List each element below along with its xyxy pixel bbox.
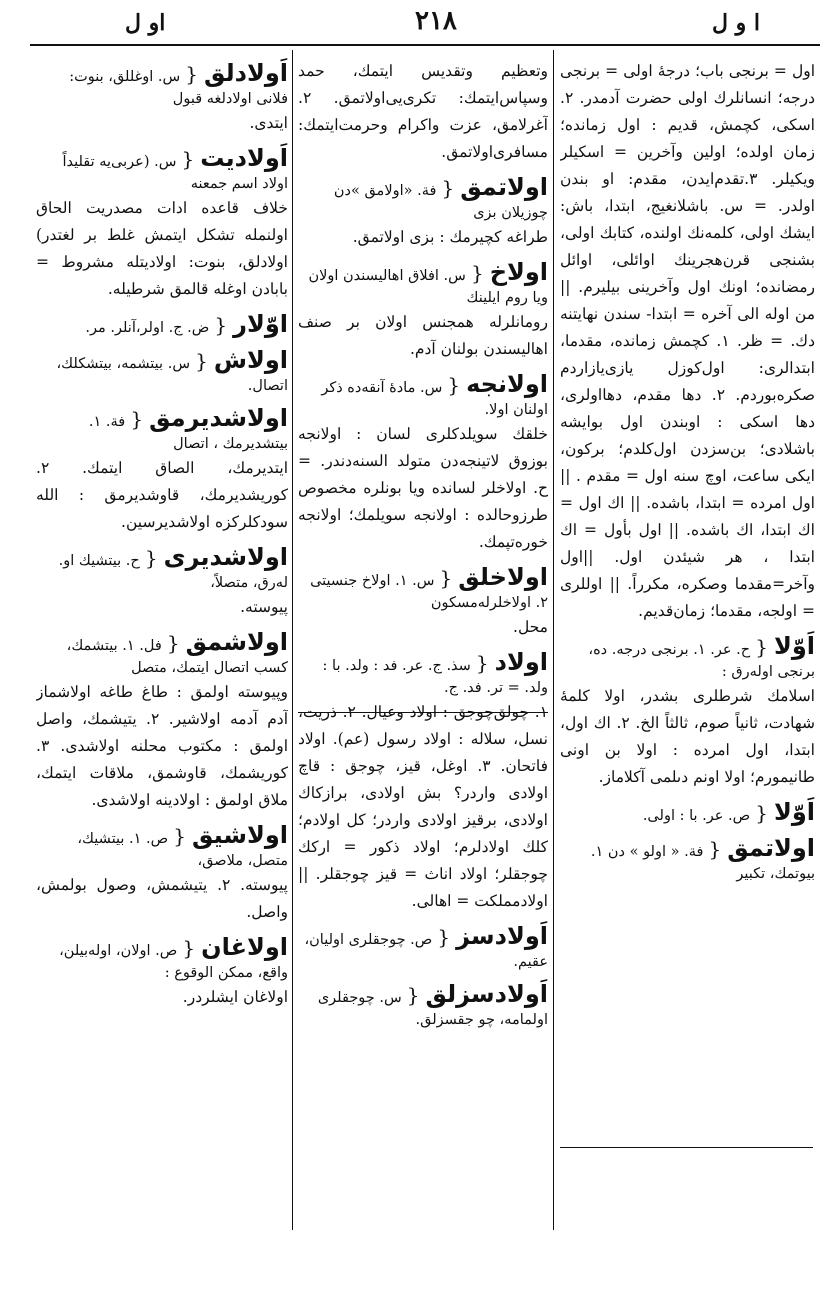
entry-label: س. چوجقلرى اولمامه، چو جقسزلق. (317, 990, 548, 1028)
brace-mark: { (144, 546, 158, 570)
entry-headword: اَوّلا (773, 632, 815, 660)
entry-label: ض. ج. اولر،آنلر. مر. (85, 320, 210, 336)
dictionary-entry (36, 932, 288, 1011)
dictionary-entry (298, 979, 548, 1031)
dictionary-entry (298, 369, 548, 556)
dictionary-entry (36, 58, 288, 137)
entry-text: وپيوسته اولمق : طاغ طاغه اولاشماز آدم آدمه اولاشير. ۲. يتيشمك، واصل اولمق : مكتوب محلنه اولاشدى. ۳. كوريشمك، قاوشمق، ملاقات ايتمك، ملاق اولمق : اولادينه اولاشدى. (36, 683, 288, 809)
entry-label: س. افلاق اهاليسندن اولان ويا روم ايلينك (308, 268, 548, 306)
dictionary-entry (36, 627, 288, 814)
brace-mark: { (755, 635, 768, 659)
brace-mark: { (441, 176, 455, 200)
column-divider (553, 50, 554, 1230)
dictionary-entry (298, 257, 548, 363)
entry-text: طراغه كچيرمك : بزى اولاتمق. (352, 228, 548, 246)
entry-label: ح. عر. ۱. برنجى درجه. ده، برنجى اولەرق : (588, 642, 815, 680)
entry-headword: اَولاديت (200, 144, 288, 172)
dictionary-entry (36, 309, 288, 339)
entry-label: فة. ۱. بيتشديرمك ، اتصال (88, 414, 288, 452)
dictionary-entry (36, 403, 288, 536)
entry-label: ح. بيتشيك او. لەرق، متصلاً، (58, 553, 288, 591)
page-header (30, 6, 820, 42)
header-right-word: ا و ل (711, 10, 760, 36)
dictionary-entry (298, 921, 548, 973)
entry-label: فل. ۱. بيتشمك، كسب اتصال ايتمك، متصل (66, 638, 288, 676)
entry-headword: اولاش (213, 346, 288, 374)
entry-label: فة. « اولو » دن ۱. بيوتمك، تكبير (590, 844, 815, 882)
dictionary-entry (298, 172, 548, 251)
entry-headword: اولانجه (466, 370, 548, 398)
entry-headword: اولاتمق (727, 834, 815, 862)
entry-headword: اولاخ (489, 258, 548, 286)
entry-text: اسلامك شرطلرى بشدر، اولا كلمهٔ شهادت، ثانياً صوم، ثالثاً الخ. ۲. اك اول، ابتدا، اول امرده : اولا بن اونى طانيمورم؛ اولا اونم دىلمى آكلاماز. (560, 687, 815, 786)
entry-headword: اولاشديرمق (149, 404, 288, 432)
brace-mark: { (182, 936, 196, 960)
brace-mark: { (130, 407, 144, 431)
dictionary-entry (560, 833, 815, 885)
entry-label: فة. «اولامق »دن چوزيلان بزى (333, 183, 548, 221)
brace-mark: { (195, 349, 208, 373)
brace-mark: { (437, 925, 451, 949)
entry-headword: اَولادسزلق (425, 980, 548, 1008)
entry-label: سذ. ج. عر. فد : ولد. با : ولد. = تر. فد. ج. (322, 658, 548, 696)
brace-mark: { (166, 631, 180, 655)
entry-text: اول = برنجى باب؛ درجهٔ اولى = برنجى درجه؛ انسانلرك اولى حضرت آدمدر. ۲. اسكى، كچمش، قديم : اول زمانده؛ زمان اولده؛ اولين وآخرين = اسكيلر ويكيلر. ۳.تقدم‌ايدن، مقدم: او بندن اولدر. = س. باشلانغيج، ابتدا، باش: ايشك اولى، كلمه‌نك اولنده، كتابك اولى، بشنجى قرن‌هجرينك اوائلى، اوائل رمضانده؛ اونك اول وآخرينى بيليرم. || من اوله الى آخره = ابتدا- سندن نهايتنه دك. = ظر. ۱. كچمش زمانده، مقدما، ابتدالرى: اول‌كوزل يازى‌يازاردم صكره‌بوردم. ۲. دها مقدم، دهااولرى، دها اسكى : اوبندن اول بوايشه باشلادى؛ بن‌سزدن اول‌كلدم؛ بركون، ايكى ساعت، اوچ سنه اول = مقدم . || اول امرده = ابتدا، باشده. || اك اول = اك ابتدا، اك باشده. || اول بأول = اك ابتدا ، هر شيئدن اول. ||اول وآخر=مقدما وصكره، مكرراً. || اوللرى = اولجه، مقدما؛ زمان‌قديم. (560, 62, 815, 620)
entry-headword: اولاشيق (191, 821, 288, 849)
entry-text: اولاغان ايشلردر. (182, 988, 288, 1006)
column-right (560, 58, 815, 1298)
entry-text: محل. (513, 618, 548, 636)
brace-mark: { (406, 983, 420, 1007)
entry-headword: اولاد (494, 648, 548, 676)
brace-mark: { (181, 147, 195, 171)
brace-mark: { (475, 651, 489, 675)
dictionary-entry (560, 631, 815, 791)
brace-mark: { (185, 62, 199, 86)
entry-label: ص. عر. با : اولى. (642, 808, 751, 824)
header-rule (30, 44, 820, 46)
entry-headword: اوّلار (233, 310, 288, 338)
brace-mark: { (447, 373, 461, 397)
dictionary-entry (36, 542, 288, 621)
entry-text: خلاف قاعده ادات مصدريت الحاق اولنمله تشكل ايتمش غلط بر لغتدر) اولادلق، بنوت: اولاديتله مشروط = بابادن اوغله قالمق شرطيله. (36, 199, 288, 298)
dictionary-entry (560, 797, 815, 827)
entry-text: رومانلرله همجنس اولان بر صنف اهاليسندن بولنان آدم. (298, 313, 548, 358)
brace-mark: { (755, 801, 768, 825)
dictionary-entry (36, 143, 288, 303)
page-number: ۲۱۸ (415, 6, 457, 36)
dictionary-entry (560, 58, 815, 625)
entry-label: س. مادهٔ آنقه‌ده ذكر اولنان اولا. (321, 380, 548, 418)
dictionary-entry (298, 562, 548, 641)
entry-headword: اَوّلا (773, 798, 815, 826)
entry-text: ايتديرمك، الصاق ايتمك. ۲. كوريشديرمك، قاوشديرمق : الله سودكلركزه اولاشديرسين. (36, 459, 288, 531)
entry-text: پيوسته. ۲. يتيشمش، وصول بولمش، واصل. (36, 876, 288, 921)
brace-mark: { (439, 566, 453, 590)
entry-label: ص. ۱. بيتشيك، متصل، ملاصق، (77, 831, 288, 869)
entry-text: پيوسته. (240, 598, 288, 616)
dictionary-entry (36, 345, 288, 397)
entry-headword: اولاشديرى (163, 543, 288, 571)
entry-label: س. بيتشمه، بيتشكلك، اتصال. (56, 356, 288, 394)
column-divider (292, 50, 293, 1230)
brace-mark: { (470, 261, 484, 285)
entry-text: ايتدى. (249, 114, 288, 132)
entry-headword: اَولادلق (204, 59, 288, 87)
brace-mark: { (708, 837, 722, 861)
entry-headword: اولاشمق (185, 628, 288, 656)
dictionary-entry (298, 58, 548, 166)
brace-mark: { (173, 824, 186, 848)
entry-label: س. (عربى‌يه تقليداً اولاد اسم جمعنه (62, 154, 288, 192)
entry-headword: اولاغان (201, 933, 288, 961)
entry-headword: اَولادسز (456, 922, 548, 950)
column-left (36, 58, 288, 1298)
entry-label: س. ۱. اولاخ جنسيتى ۲. اولاخلرله‌مسكون (310, 573, 548, 611)
entry-headword: اولاخلق (458, 563, 548, 591)
entry-label: س. اوغللق، بنوت: فلانى اولادلغه قبول (69, 69, 288, 107)
dictionary-entry (298, 647, 548, 915)
brace-mark: { (214, 313, 228, 337)
column-middle (298, 58, 548, 1298)
dictionary-entry (36, 820, 288, 926)
entry-text: وتعظيم وتقديس ايتمك، حمد وسپاس‌ايتمك: تكرى‌يى‌اولاتمق. ۲. آغرلامق، عزت واكرام وحرمت‌ايتمك: مسافرى‌اولاتمق. (298, 62, 548, 161)
header-left-word: او ل (125, 10, 166, 36)
entry-text: ۱. چولق‌چوجق : اولاد وعيال. ۲. ذريت، نسل، سلاله : اولاد رسول (عم). اولاد فاتحان. ۳. اوغل، قيز، چوجق : قاچ اولادى واردر؟ بش اولادى، برازكاك اولادى، برقيز اولادى واردر؛ كل اولادم؛ كلك اولادلرم؛ اولاد ذكور = اركك چوجقلر؛ اولاد اناث = قيز چوجقلر. || اولادمملكت = اهالى. (298, 703, 548, 910)
entry-label: ص. چوجقلرى اوليان، عقيم. (304, 932, 548, 970)
entry-headword: اولاتمق (460, 173, 548, 201)
entry-text: خلقك سويلدكلرى لسان : اولانجه بوزوق لاتينجه‌دن متولد السنه‌دندر. = ح. اولاخلر لسانده ويا بونلره مخصوص طرزوحالده : اولانجه سويلمك؛ اولانجه خوره‌تپمك. (298, 425, 548, 551)
entry-label: ص. اولان، اوله‌بيلن، واقع، ممكن الوقوع : (59, 943, 288, 981)
